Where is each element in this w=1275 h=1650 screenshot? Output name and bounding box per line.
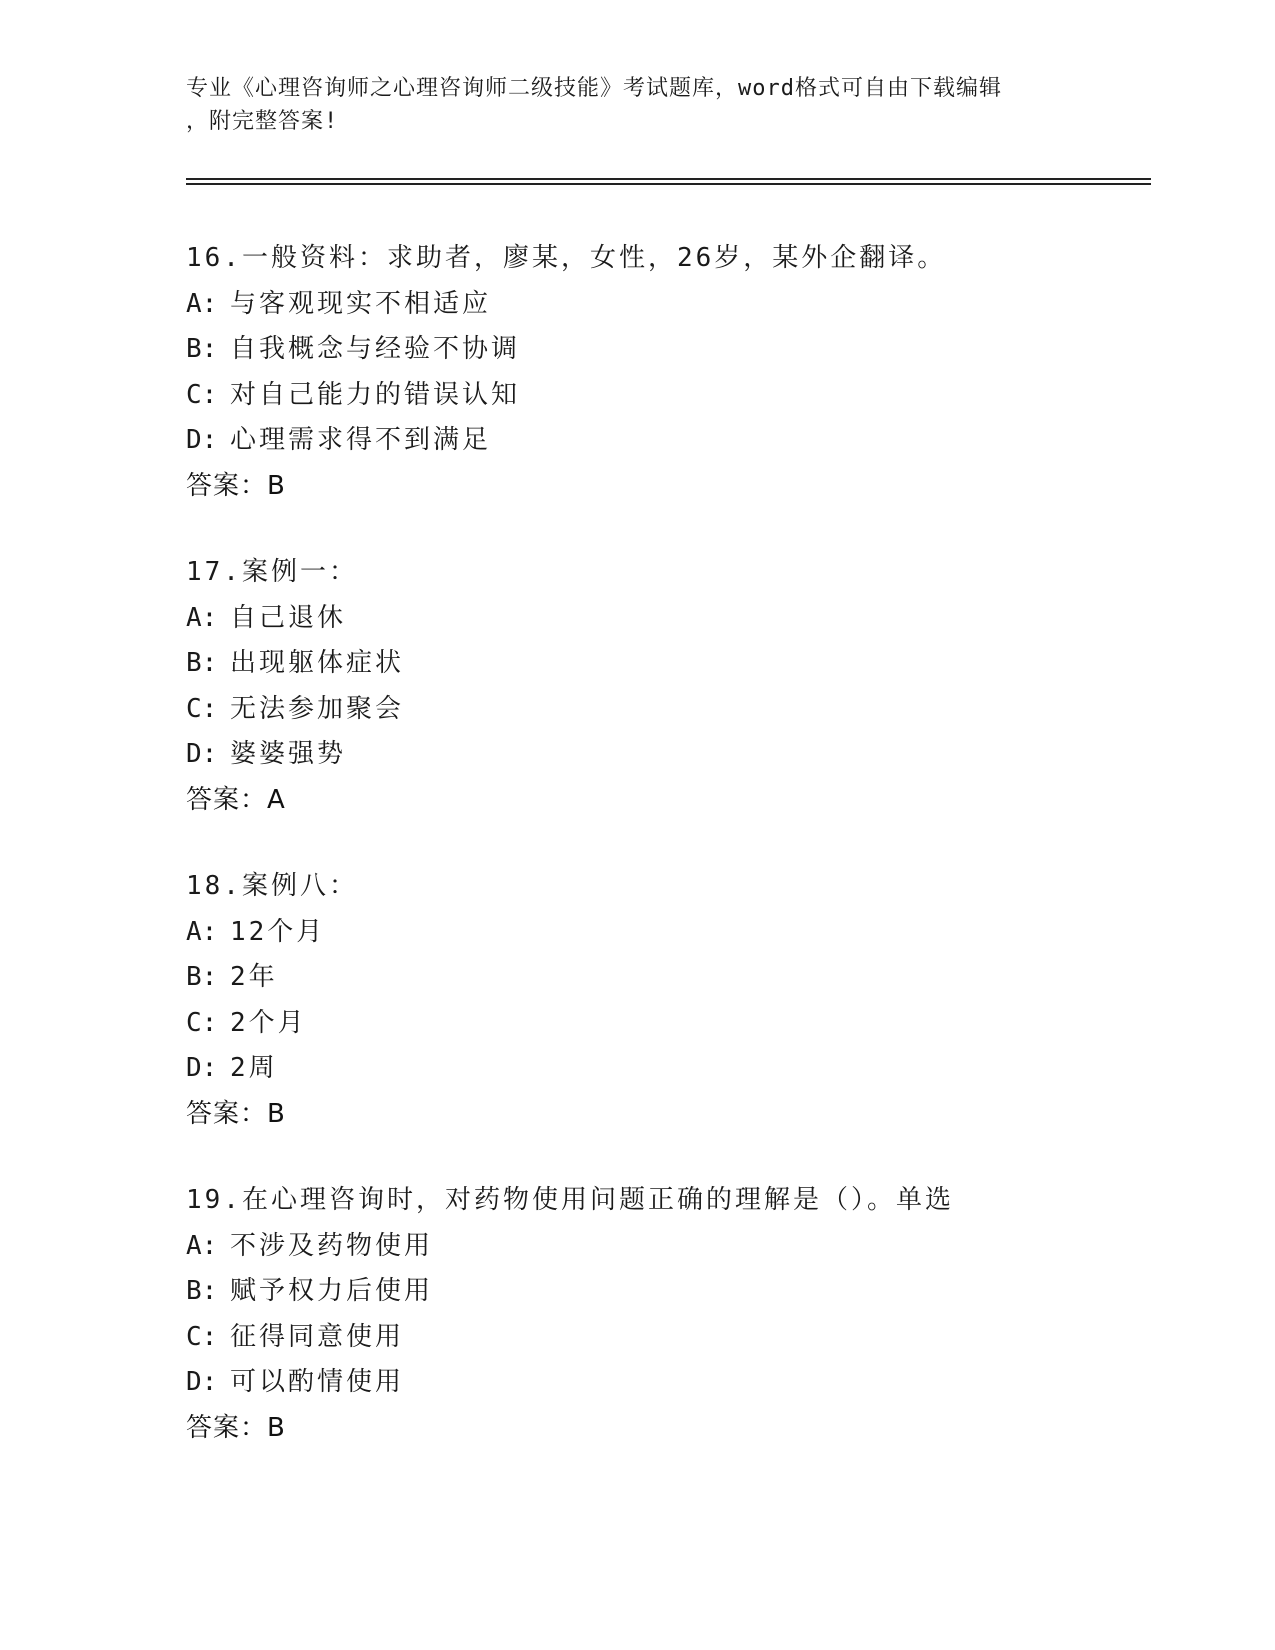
- option-c: [186, 1315, 1146, 1361]
- option-letter: D:: [186, 425, 218, 455]
- header-line-2: ，附完整答案!: [186, 109, 339, 134]
- question-18: [186, 864, 1146, 1137]
- option-d: [186, 1046, 1146, 1092]
- option-c: [186, 687, 1146, 733]
- option-letter: A:: [186, 1230, 218, 1261]
- option-letter: A:: [186, 602, 218, 633]
- question-16: [186, 236, 1146, 509]
- option-text: 婆婆强势: [230, 739, 347, 769]
- option-d: [186, 732, 1146, 778]
- option-text: 对自己能力的错误认知: [230, 379, 521, 410]
- option-c: [186, 1001, 1146, 1047]
- answer-line: 答案：B: [186, 470, 286, 501]
- option-letter: B:: [186, 334, 218, 364]
- option-letter: C:: [186, 1321, 218, 1352]
- question-stem: 16.一般资料：求助者，廖某，女性，26岁，某外企翻译。: [186, 243, 947, 273]
- option-b: [186, 955, 1146, 1001]
- option-text: 2个月: [230, 1007, 307, 1038]
- option-text: 赋予权力后使用: [230, 1276, 434, 1306]
- option-text: 可以酌情使用: [230, 1367, 405, 1397]
- option-text: 心理需求得不到满足: [230, 425, 492, 455]
- option-d: [186, 1360, 1146, 1406]
- option-letter: A:: [186, 916, 218, 947]
- answer-line: 答案：A: [186, 784, 286, 815]
- option-letter: C:: [186, 693, 218, 724]
- option-text: 征得同意使用: [230, 1321, 405, 1352]
- option-letter: C:: [186, 379, 218, 410]
- option-text: 不涉及药物使用: [230, 1230, 434, 1261]
- option-text: 无法参加聚会: [230, 693, 405, 724]
- option-letter: D:: [186, 739, 218, 769]
- option-text: 与客观现实不相适应: [230, 288, 492, 319]
- option-letter: B:: [186, 648, 218, 678]
- header-divider-bottom: [186, 183, 1151, 185]
- option-letter: B:: [186, 962, 218, 992]
- option-a: [186, 282, 1146, 328]
- option-d: [186, 418, 1146, 464]
- question-stem: 17.案例一：: [186, 557, 358, 587]
- option-text: 出现躯体症状: [230, 648, 405, 678]
- option-text: 自己退休: [230, 602, 347, 633]
- question-stem: 19.在心理咨询时，对药物使用问题正确的理解是（）。单选: [186, 1185, 954, 1215]
- answer-line: 答案：B: [186, 1098, 286, 1129]
- answer-line: 答案：B: [186, 1412, 286, 1443]
- question-list: [186, 236, 1146, 1492]
- document-header: [186, 72, 1086, 138]
- option-letter: D:: [186, 1367, 218, 1397]
- question-stem: 18.案例八：: [186, 871, 358, 901]
- option-a: [186, 910, 1146, 956]
- option-b: [186, 641, 1146, 687]
- option-text: 2年: [230, 962, 278, 992]
- option-c: [186, 373, 1146, 419]
- option-text: 2周: [230, 1053, 278, 1083]
- option-letter: B:: [186, 1276, 218, 1306]
- option-b: [186, 1269, 1146, 1315]
- option-letter: A:: [186, 288, 218, 319]
- option-letter: C:: [186, 1007, 218, 1038]
- option-a: [186, 1224, 1146, 1270]
- header-divider-top: [186, 178, 1151, 180]
- question-17: [186, 550, 1146, 823]
- question-19: [186, 1178, 1146, 1451]
- header-line-1: 专业《心理咨询师之心理咨询师二级技能》考试题库，word格式可自由下载编辑: [186, 76, 1002, 101]
- option-a: [186, 596, 1146, 642]
- option-letter: D:: [186, 1053, 218, 1083]
- option-text: 自我概念与经验不协调: [230, 334, 521, 364]
- option-text: 12个月: [230, 916, 326, 947]
- option-b: [186, 327, 1146, 373]
